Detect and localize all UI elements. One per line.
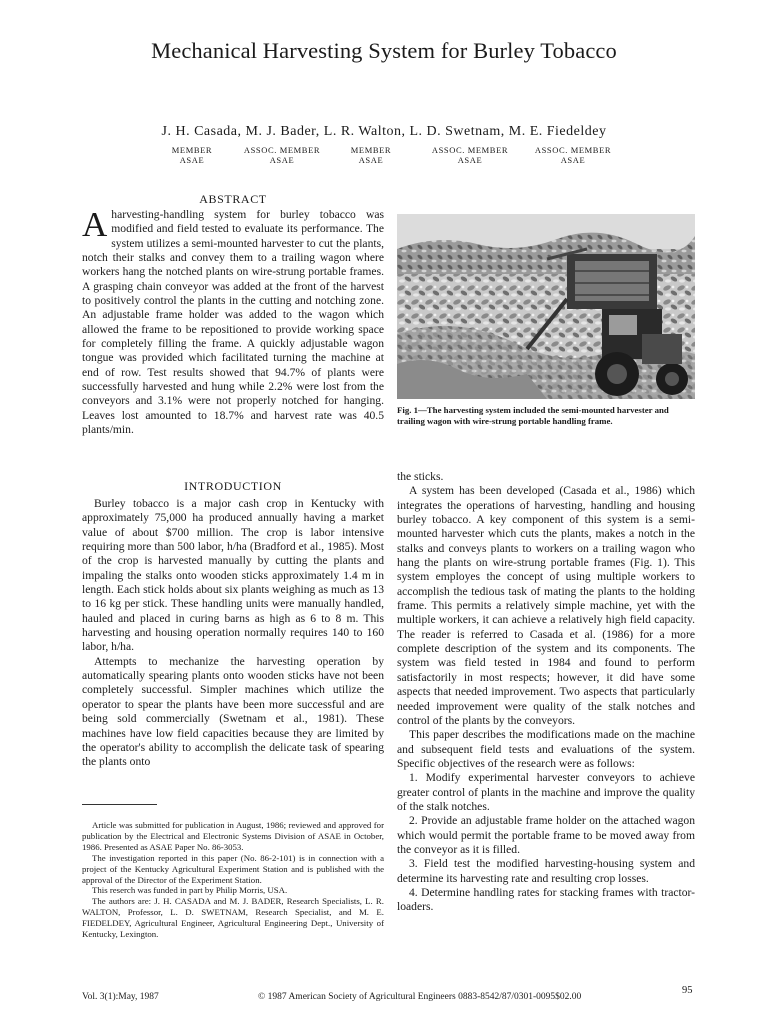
footnote: The authors are: J. H. CASADA and M. J. BADER, Research Specialists, L. R. WALTON, Professor, L. D. SWETNAM, Research Specialist, and M. E. FIEDELDEY, Agricultural Engineer, Agricultural Engineering Dept., University of Kentucky, Lexington. [82, 896, 384, 940]
objective-item: 4. Determine handling rates for stacking frames with tractor-loaders. [397, 885, 695, 914]
volume-info: Vol. 3(1):May, 1987 [82, 992, 159, 1002]
footnote-divider [82, 804, 157, 805]
introduction-heading: INTRODUCTION [184, 479, 282, 493]
footnote: Article was submitted for publication in August, 1986; reviewed and approved for publication by the Electrical and Electronic Systems Division of ASAE in October, 1986. Presented as ASAE Paper No. 86-3053. [82, 820, 384, 852]
footnotes [82, 820, 384, 940]
objective-item: 3. Field test the modified harvesting-housing system and determine its harvesting rate and resulting crop losses. [397, 857, 695, 885]
figure-caption: Fig. 1—The harvesting system included the semi-mounted harvester and trailing wagon with wire-strung portable handling frame. [397, 405, 669, 426]
membership-label: ASSOC. MEMBER ASAE [243, 145, 321, 165]
abstract-body [82, 205, 384, 438]
paragraph: Attempts to mechanize the harvesting operation by automatically spearing plants onto wooden sticks have not been completely successful. Simpler machines which utilize the operator to spear the plants have been more successful and are being sold commercially (Swetnam et al., 1981). These machines have low field capacities because they are limited by the operator's ability to accomplish the delicate task of spearing the plants onto [82, 654, 384, 769]
drop-cap: A [82, 205, 108, 244]
membership-label: ASSOC. MEMBER ASAE [534, 145, 612, 165]
right-column-body [397, 470, 695, 915]
abstract-heading: ABSTRACT [199, 192, 267, 206]
paragraph: the sticks. [397, 470, 444, 483]
abstract-text: harvesting-handling system for burley tobacco was modified and field tested to evaluate its performance. The system utilizes a semi-mounted harvester to cut the plants, notch their stalks and convey them to a trailing wagon where workers hang the notched plants on wire-strung portable frames. A grasping chain conveyor was added at the front of the harvest to positively control the plants in the cutting and notching zone. An adjustable frame holder was added to the wagon which allowed the frame to be repositioned to provide working space for completely filling the frame. A quickly adjustable wagon tongue was provided which facilitated turning the machine at end of row. Test results showed that 94.7% of plants were successfully harvested and hung while 2.2% were lost from the conveyors and 3.1% were not properly notched for hanging. Leaves lost amounted to 18.7% and harvest rate was 40.5 plants/min. [82, 208, 384, 437]
objective-item: 1. Modify experimental harvester conveyors to achieve greater control of plants in the machine and improve the quality of the stalk notches. [397, 771, 695, 813]
footnote: This reserch was funded in part by Philip Morris, USA. [92, 885, 288, 896]
membership-label: ASSOC. MEMBER ASAE [431, 145, 509, 165]
author-list: J. H. Casada, M. J. Bader, L. R. Walton, L. D. Swetnam, M. E. Fiedeldey [161, 124, 607, 139]
introduction-body [82, 497, 384, 770]
paragraph: This paper describes the modifications made on the machine and subsequent field tests and evaluations of the system. Specific objectives of the research were as follows: [397, 728, 695, 770]
copyright-line: © 1987 American Society of Agricultural Engineers 0883-8542/87/0301-0095$02.00 [258, 992, 582, 1002]
page-number: 95 [682, 985, 693, 996]
paper-title: Mechanical Harvesting System for Burley Tobacco [151, 38, 617, 63]
membership-label: MEMBER ASAE [350, 145, 392, 165]
membership-label: MEMBER ASAE [171, 145, 213, 165]
footnote: The investigation reported in this paper (No. 86-2-101) is in connection with a project of the Kentucky Agricultural Experiment Station and is published with the approval of the Director of the Experiment Station. [82, 852, 384, 885]
paragraph: Burley tobacco is a major cash crop in Kentucky with approximately 75,000 ha produced annually having a market value of about $700 million. The crop is labor intensive requiring more than 500 labor, h/ha (Bradford et al., 1985). Most of the crop is harvested manually by cutting the plants and impaling the stalks onto wooden sticks approximately 1.4 m in length. Each stick holds about six plants weighing as much as 13 to 16 kg per stick. These handling units were manually handled, hauled and placed in curing barns as high as 6 to 8 m. This harvesting and housing operation normally requires 140 to 160 labor, h/ha. [82, 497, 384, 654]
objective-item: 2. Provide an adjustable frame holder on the attached wagon which would permit the portable frame to be moved away from the conveyor as it is filled. [397, 814, 695, 856]
harvester-photo [397, 214, 695, 399]
paragraph: A system has been developed (Casada et al., 1986) which integrates the operations of harvesting, handling and housing burley tobacco. A key component of this system is a semi-mounted harvester which cuts the plants, makes a notch in the stalks and conveys plants to workers on a trailing wagon who hang the plants on wire-strung portable frames (Fig. 1). This system employes the concept of using multiple workers to accomplish the tedious task of mating the plants to the holding frame. This permits a relatively simple machine, yet with the multiple workers, it can achieve a relatively high field capacity. The reader is referred to Casada et al. (1986) for a more complete description of the system and its components. The system was field tested in 1984 and found to perform satisfactorily in most respects; however, it did have some aspects that needed improvement. Two aspects that particularly needed improvement were quality of the stalk notches and control of the plants by the conveyors. [397, 484, 695, 727]
